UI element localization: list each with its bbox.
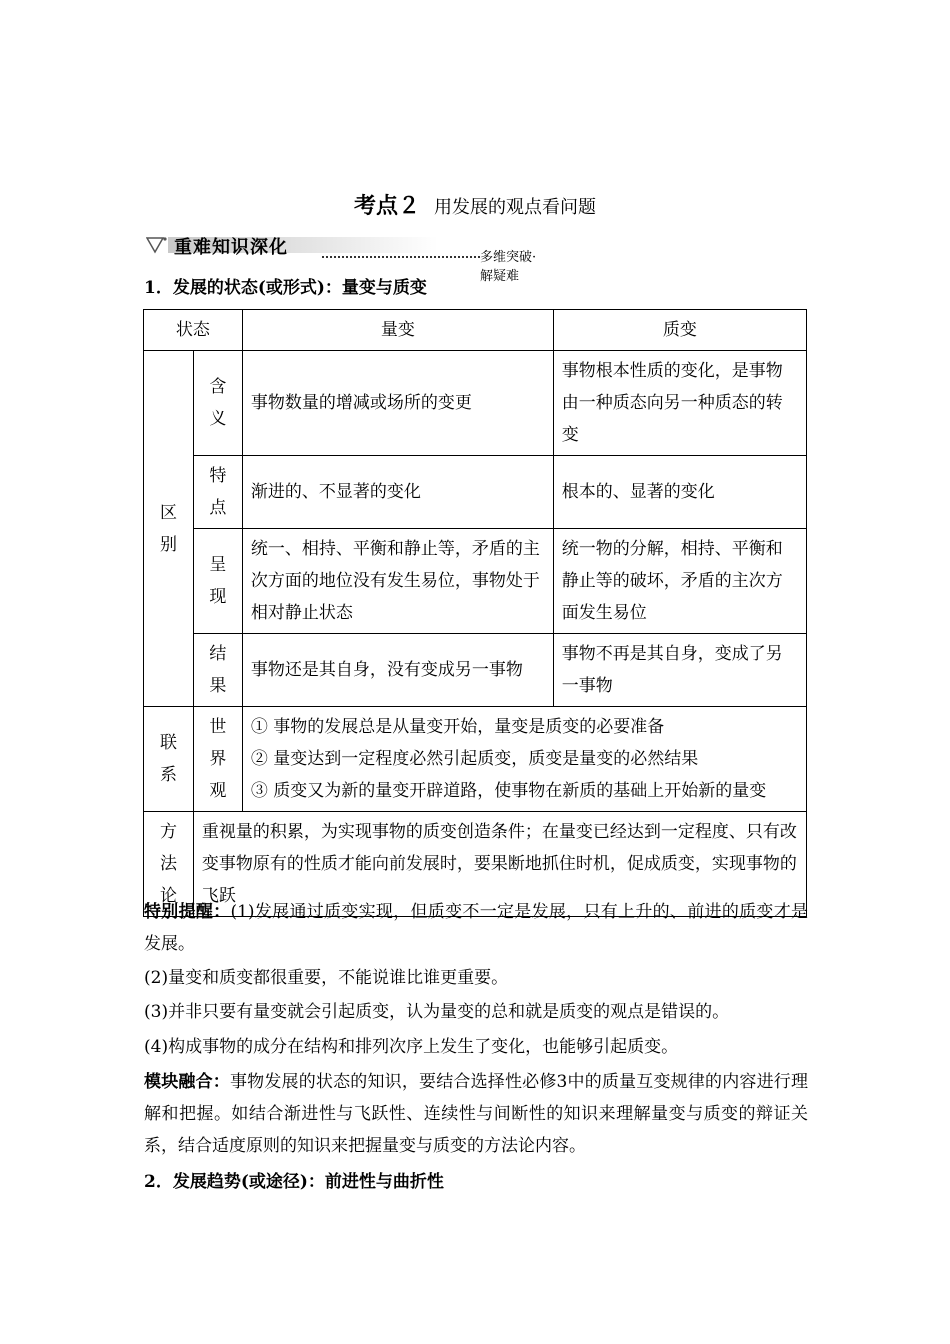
note-tip-3: (3)并非只要有量变就会引起质变，认为量变的总和就是质变的观点是错误的。: [144, 1002, 730, 1022]
note-tip-4: (4)构成事物的成分在结构和排列次序上发生了变化，也能够引起质变。: [144, 1037, 679, 1057]
note-merge: [144, 1066, 808, 1162]
group-methodology: 方法论: [144, 812, 194, 917]
cell-meaning-qual: 事物根本性质的变化，是事物由一种质态向另一种质态的转变: [553, 351, 806, 456]
merge-label: 模块融合：: [144, 1072, 230, 1092]
section-heading-2: 2．发展趋势(或途径)：前进性与曲折性: [144, 1172, 444, 1192]
cell-meaning-quant: 事物数量的增减或场所的变更: [242, 351, 553, 456]
worldview-point-2: ② 量变达到一定程度必然引起质变，质变是量变的必然结果: [250, 749, 699, 769]
cell-feature-quant: 渐进的、不显著的变化: [242, 456, 553, 529]
comparison-table: [143, 309, 807, 917]
banner-dots: [322, 256, 480, 258]
worldview-point-3: ③ 质变又为新的量变开辟道路，使事物在新质的基础上开始新的量变: [250, 781, 767, 801]
table-row: [144, 707, 807, 812]
header-quantitative: 量变: [242, 310, 553, 351]
banner-title: 重难知识深化: [174, 237, 288, 258]
group-link: 联系: [144, 707, 194, 812]
note-tip-1: [144, 896, 808, 960]
section-heading-1: 1．发展的状态(或形式)：量变与质变: [144, 278, 427, 298]
cell-methodology: 重视量的积累，为实现事物的质变创造条件；在量变已经达到一定程度、只有改变事物原有的性质才能向前发展时，要果断地抓住时机，促成质变，实现事物的飞跃: [193, 812, 806, 917]
table-row: [144, 351, 807, 456]
header-qualitative: 质变: [553, 310, 806, 351]
cell-result-quant: 事物还是其自身，没有变成另一事物: [242, 634, 553, 707]
page-title: [0, 192, 950, 222]
cell-presentation-qual: 统一物的分解，相持、平衡和静止等的破坏，矛盾的主次方面发生易位: [553, 529, 806, 634]
row-label-worldview: 世界观: [193, 707, 242, 812]
table-header-row: [144, 310, 807, 351]
section-banner: [144, 232, 544, 284]
table-row: [144, 529, 807, 634]
group-difference: 区别: [144, 351, 194, 707]
note-tip-2: (2)量变和质变都很重要，不能说谁比谁更重要。: [144, 968, 509, 988]
cell-worldview: [242, 707, 806, 812]
cell-result-qual: 事物不再是其自身，变成了另一事物: [553, 634, 806, 707]
worldview-point-1: ① 事物的发展总是从量变开始，量变是质变的必要准备: [250, 717, 665, 737]
tip-1-text: (1)发展通过质变实现，但质变不一定是发展，只有上升的、前进的质变才是发展。: [144, 902, 808, 954]
triangle-icon: [146, 236, 168, 254]
row-label-presentation: 呈现: [193, 529, 242, 634]
row-label-meaning: 含义: [193, 351, 242, 456]
table-row: [144, 634, 807, 707]
row-label-feature: 特点: [193, 456, 242, 529]
table-row: [144, 456, 807, 529]
topic-number: 考点２: [353, 194, 420, 219]
cell-feature-qual: 根本的、显著的变化: [553, 456, 806, 529]
row-label-result: 结果: [193, 634, 242, 707]
header-state: 状态: [144, 310, 243, 351]
merge-text: 事物发展的状态的知识，要结合选择性必修3中的质量互变规律的内容进行理解和把握。如结合渐进性与飞跃性、连续性与间断性的知识来理解量变与质变的辩证关系，结合适度原则的知识来把握量变与质变的方法论内容。: [144, 1072, 808, 1156]
topic-title: 用发展的观点看问题: [434, 197, 596, 218]
banner-subtitle: 多维突破·解疑难: [480, 250, 537, 284]
cell-presentation-quant: 统一、相持、平衡和静止等，矛盾的主次方面的地位没有发生易位，事物处于相对静止状态: [242, 529, 553, 634]
tip-label: 特别提醒：: [144, 902, 231, 922]
